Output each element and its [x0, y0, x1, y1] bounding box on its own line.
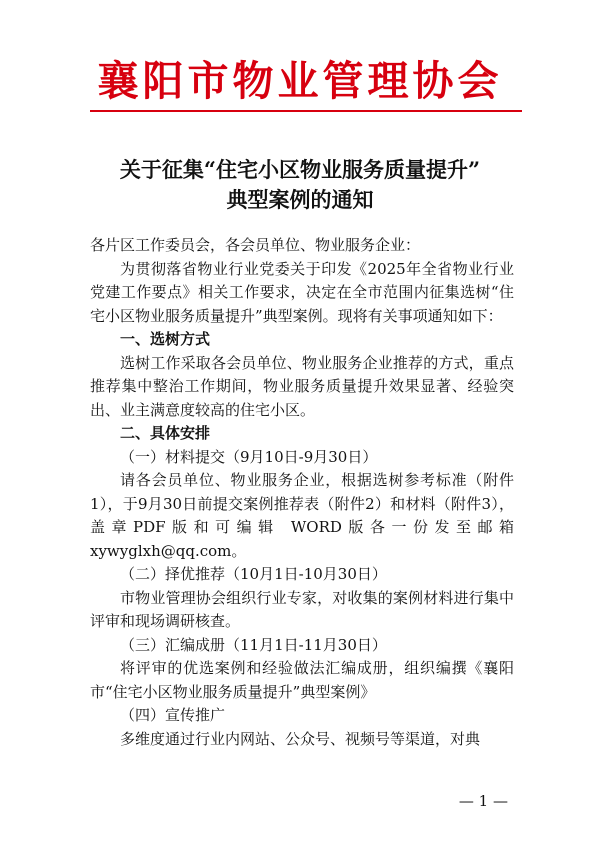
subsection-title: （一）材料提交（9月10日-9月30日）	[120, 447, 378, 466]
section-heading: 一、选树方式	[120, 330, 211, 348]
subsection-title: （二）择优推荐（10月1日-10月30日）	[120, 565, 387, 583]
section-heading: 二、具体安排	[120, 424, 211, 442]
section-paragraph: 选树工作采取各会员单位、物业服务企业推荐的方式，重点推荐集中整治工作期间，物业服务质量提升效果显著、经验突出、业主满意度较高的住宅小区。	[90, 353, 514, 419]
org-letterhead-title: 襄阳市物业管理协会	[97, 57, 503, 105]
salutation: 各片区工作委员会，各会员单位、物业服务企业：	[90, 236, 421, 254]
subsection-paragraph: 市物业管理协会组织行业专家，对收集的案例材料进行集中评审和现场调研核查。	[90, 588, 514, 630]
page-number: — 1 —	[458, 792, 508, 810]
intro-paragraph: 为贯彻落省物业行业党委关于印发《2025年全省物业行业党建工作要点》相关工作要求，决定在全市范围内征集选树“住宅小区物业服务质量提升”典型案例。现将有关事项通知如下：	[90, 259, 514, 325]
subsection-paragraph: 多维度通过行业内网站、公众号、视频号等渠道，对典	[120, 729, 481, 748]
subsection-title: （三）汇编成册（11月1日-11月30日）	[120, 635, 387, 654]
subsection-paragraph: 请各会员单位、物业服务企业，根据选树参考标准（附件1），于9月30日前提交案例推荐表（附件2）和材料（附件3），盖章PDF版和可编辑 WORD版各一份发至邮箱xywyglxh@qq.com。	[90, 471, 514, 560]
document-body	[90, 234, 514, 751]
document-title-line1: 关于征集“住宅小区物业服务质量提升”	[119, 157, 481, 182]
subsection-paragraph: 将评审的优选案例和经验做法汇编成册，组织编撰《襄阳市“住宅小区物业服务质量提升”典型案例》	[90, 659, 514, 701]
letterhead-red-rule	[90, 110, 522, 112]
document-title-line2: 典型案例的通知	[226, 187, 374, 212]
subsection-title: （四）宣传推广	[120, 706, 226, 724]
